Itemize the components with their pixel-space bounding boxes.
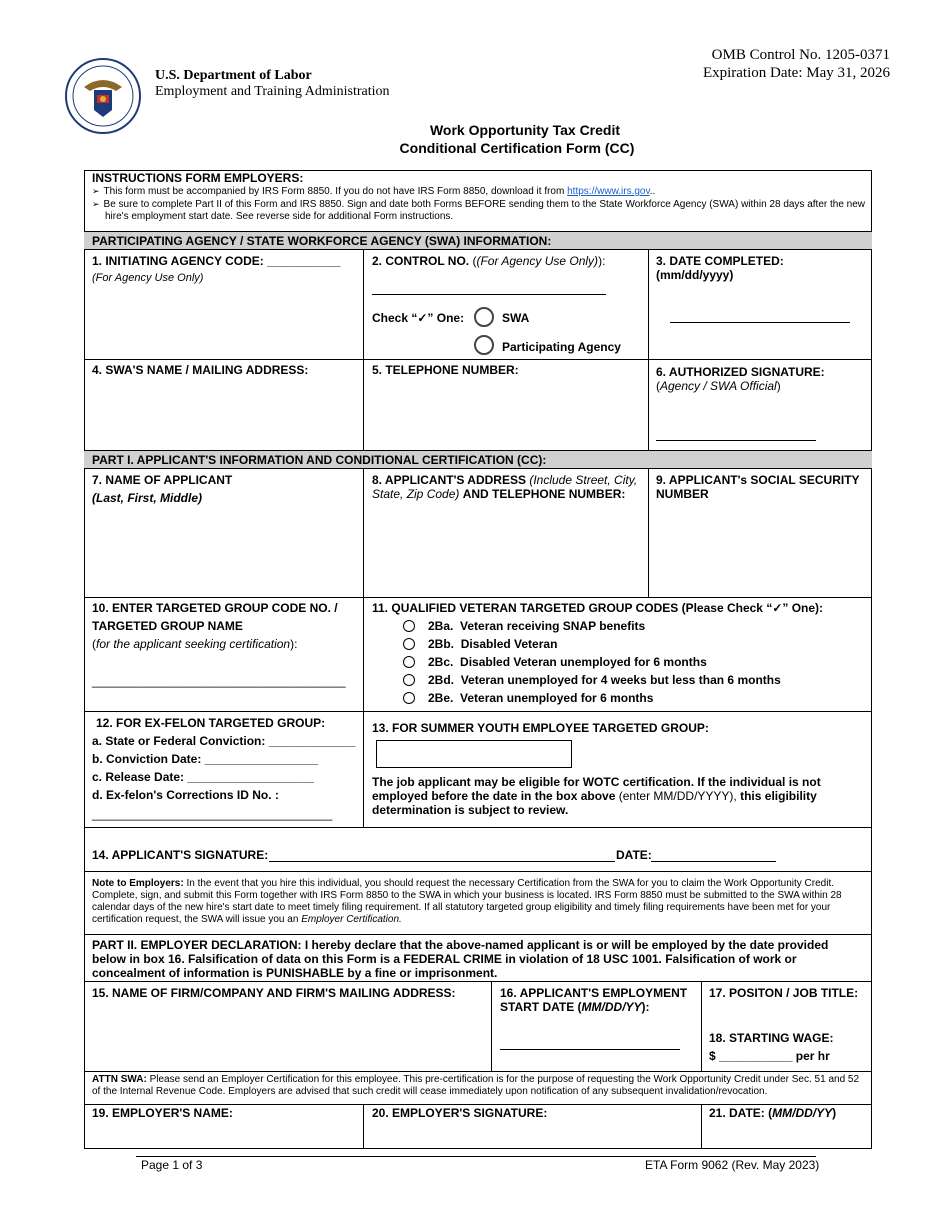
- field-13-text: The job applicant may be eligible for WOTC certification. If the individual is not employed before the date in the box above (enter MM/DD/YYYY), this eligibility determination is subject to review.: [372, 775, 821, 817]
- corrections-id-input[interactable]: ____________________________________: [92, 807, 333, 821]
- field-13-label: 13. FOR SUMMER YOUTH EMPLOYEE TARGETED GROUP:: [372, 721, 709, 735]
- agency-name: Employment and Training Administration: [155, 84, 390, 99]
- field-1-note: (For Agency Use Only): [92, 272, 204, 284]
- field-18-label: 18. STARTING WAGE:: [709, 1031, 834, 1045]
- vet-code-radio-2bc[interactable]: [403, 656, 415, 668]
- vet-code-option: 2Bd. Veteran unemployed for 4 weeks but less than 6 months: [428, 673, 781, 687]
- vet-code-option: 2Bc. Disabled Veteran unemployed for 6 months: [428, 655, 707, 669]
- department-name: U.S. Department of Labor: [155, 68, 312, 83]
- field-12b[interactable]: b. Conviction Date: _________________: [92, 752, 319, 766]
- field-16-label: 16. APPLICANT'S EMPLOYMENT START DATE (MM/DD/YY):: [500, 986, 688, 1014]
- field-3-label: 3. DATE COMPLETED:: [656, 254, 784, 268]
- field-7-note: (Last, First, Middle): [92, 491, 203, 505]
- expiration-date: Expiration Date: May 31, 2026: [702, 65, 890, 81]
- page-number: Page 1 of 3: [141, 1158, 203, 1172]
- field-4-label: 4. SWA'S NAME / MAILING ADDRESS:: [92, 363, 309, 377]
- instructions-heading: INSTRUCTIONS FORM EMPLOYERS:: [92, 171, 304, 185]
- part2-declaration: PART II. EMPLOYER DECLARATION: I hereby declare that the above-named applicant is or will be employed by the date provided below in box 16. Falsification of data on this Form is a FEDERAL CRIME in violation of 18 USC 1001. Falsification of work or concealment of information is PUNISHABLE by a fine or imprisonment.: [92, 938, 829, 980]
- attn-swa-note: ATTN SWA: Please send an Employer Certification for this employee. This pre-certification is for the purpose of requesting the Work Opportunity Credit under Sec. 51 and 52 of the Internal Revenue Code. Employers are advised that such credit will cease immediately upon notification of any subsequent invalidation/revocation.: [92, 1074, 860, 1097]
- field-21-label: 21. DATE: (MM/DD/YY): [709, 1106, 837, 1120]
- vet-code-radio-2ba[interactable]: [403, 620, 415, 632]
- field-9-label: 9. APPLICANT's SOCIAL SECURITY NUMBER: [656, 473, 860, 501]
- field-11-label: 11. QUALIFIED VETERAN TARGETED GROUP CODES (Please Check “✓” One):: [372, 601, 824, 615]
- vet-code-option: 2Be. Veteran unemployed for 6 months: [428, 691, 654, 705]
- field-12-label: 12. FOR EX-FELON TARGETED GROUP:: [96, 716, 326, 730]
- field-12a[interactable]: a. State or Federal Conviction: _____________: [92, 734, 356, 748]
- instruction-line-1: ➢ This form must be accompanied by IRS Form 8850. If you do not have IRS Form 8850, download it from https://www.irs.gov..: [92, 186, 656, 197]
- field-6-note: (Agency / SWA Official): [656, 379, 781, 393]
- applicant-date-input[interactable]: [651, 861, 776, 862]
- check-one-label: Check “✓” One:: [372, 311, 465, 325]
- instruction-line-2: ➢ Be sure to complete Part II of this Form and IRS 8850. Sign and date both Forms BEFORE sending them to the State Workforce Agency (SWA) within 28 days after the new hire's employment start date. See reverse side for additional Form instructions.: [92, 199, 866, 222]
- field-20-label: 20. EMPLOYER'S SIGNATURE:: [372, 1106, 548, 1120]
- field-10-label-1: 10. ENTER TARGETED GROUP CODE NO. /: [92, 601, 338, 615]
- vet-code-radio-2bd[interactable]: [403, 674, 415, 686]
- targeted-group-input[interactable]: ______________________________________: [92, 674, 346, 688]
- participating-agency-label: Participating Agency: [502, 340, 621, 354]
- field-14-date-label: DATE:: [616, 848, 652, 862]
- field-1-label: 1. INITIATING AGENCY CODE: ___________: [92, 254, 341, 268]
- field-19-label: 19. EMPLOYER'S NAME:: [92, 1106, 233, 1120]
- vet-code-radio-2be[interactable]: [403, 692, 415, 704]
- form-title-line1: Work Opportunity Tax Credit: [429, 122, 621, 138]
- summer-youth-date-box[interactable]: [376, 740, 572, 768]
- field-2-label: 2. CONTROL NO. ((For Agency Use Only)):: [372, 254, 606, 268]
- field-17-label: 17. POSITON / JOB TITLE:: [709, 986, 859, 1000]
- vet-code-radio-2bb[interactable]: [403, 638, 415, 650]
- field-15-label: 15. NAME OF FIRM/COMPANY AND FIRM'S MAILING ADDRESS:: [92, 986, 456, 1000]
- field-6-label: 6. AUTHORIZED SIGNATURE:: [656, 365, 825, 379]
- form-title-line2: Conditional Certification Form (CC): [399, 140, 635, 156]
- vet-code-option: 2Ba. Veteran receiving SNAP benefits: [428, 619, 646, 633]
- field-3-format: (mm/dd/yyyy): [656, 268, 734, 282]
- participating-agency-radio[interactable]: [474, 335, 494, 355]
- field-12c[interactable]: c. Release Date: ___________________: [92, 770, 315, 784]
- irs-link[interactable]: https://www.irs.gov: [567, 186, 650, 197]
- starting-wage-input[interactable]: $ ___________ per hr: [709, 1049, 830, 1063]
- field-14-label: 14. APPLICANT'S SIGNATURE:: [92, 848, 269, 862]
- authorized-signature-input[interactable]: [656, 440, 816, 441]
- swa-option-label: SWA: [502, 311, 530, 325]
- part1-heading: PART I. APPLICANT'S INFORMATION AND CONDITIONAL CERTIFICATION (CC):: [92, 453, 547, 467]
- field-7-label: 7. NAME OF APPLICANT: [92, 473, 233, 487]
- swa-section-heading: PARTICIPATING AGENCY / STATE WORKFORCE AGENCY (SWA) INFORMATION:: [92, 234, 552, 248]
- vet-code-option: 2Bb. Disabled Veteran: [428, 637, 558, 651]
- field-10-label-2: TARGETED GROUP NAME: [92, 619, 243, 633]
- field-10-note: (for the applicant seeking certification):: [92, 637, 298, 651]
- field-8-label: 8. APPLICANT'S ADDRESS (Include Street, City, State, Zip Code) AND TELEPHONE NUMBER:: [372, 473, 638, 501]
- date-completed-input[interactable]: [670, 322, 850, 323]
- form-number: ETA Form 9062 (Rev. May 2023): [645, 1158, 820, 1172]
- control-no-input[interactable]: [372, 294, 606, 295]
- note-to-employers: Note to Employers: In the event that you hire this individual, you should request the necessary Certification from the SWA for you to claim the Work Opportunity Credit. Complete, sign, and submit this Form together with IRS Form 8850 to the SWA in which your business is located. IRS Form 8850 must be submitted to the SWA within 28 calendar days of the new hire's start date to meet timely filing requirement. If all statutory targeted group eligibility and timely filing requirements have been met for your certification request, the SWA will issue you an Employer Certification.: [92, 878, 842, 925]
- swa-radio[interactable]: [474, 307, 494, 327]
- omb-control: OMB Control No. 1205-0371: [711, 47, 890, 63]
- field-12d: d. Ex-felon's Corrections ID No. :: [92, 788, 279, 802]
- start-date-input[interactable]: [500, 1049, 680, 1050]
- field-5-label: 5. TELEPHONE NUMBER:: [372, 363, 519, 377]
- applicant-signature-input[interactable]: [269, 861, 615, 862]
